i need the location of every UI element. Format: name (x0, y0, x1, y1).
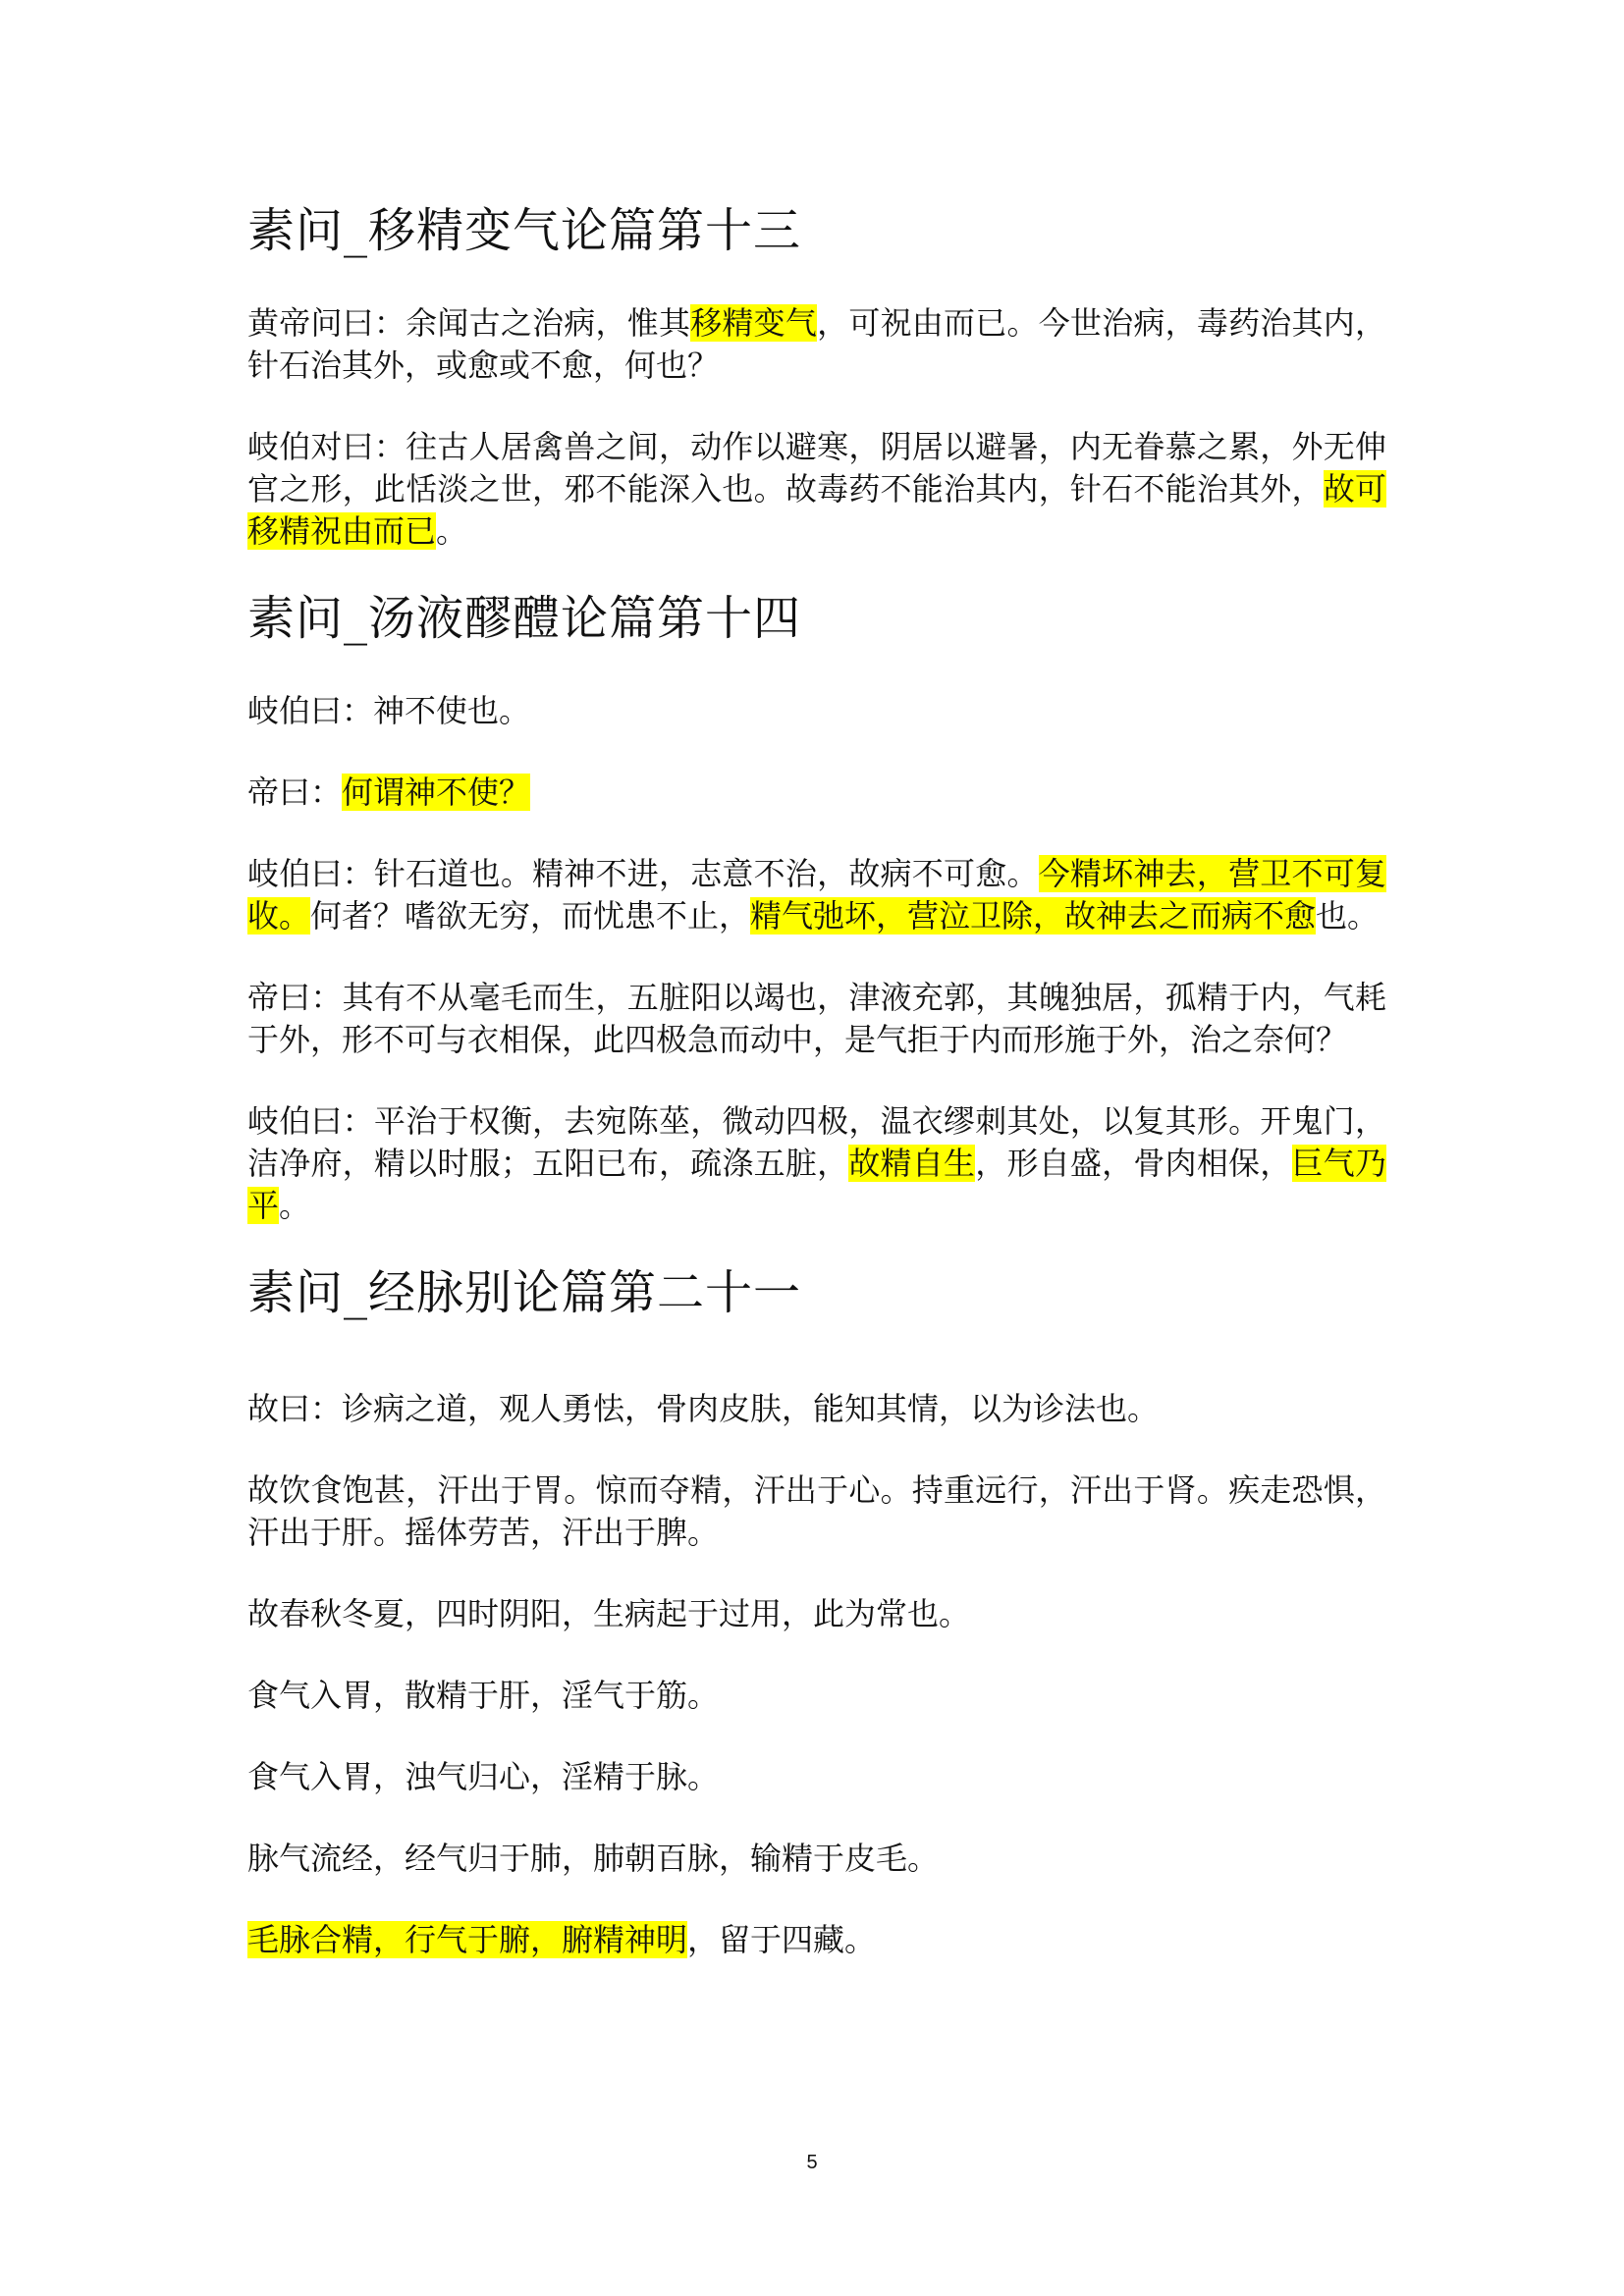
text-segment: 故春秋冬夏，四时阴阳，生病起于过用，此为常也。 (247, 1595, 971, 1632)
section-title-21: 素问_经脉别论篇第二十一 (247, 1265, 802, 1320)
highlighted-text: 何谓神不使？ (342, 774, 531, 811)
text-segment: 故饮食饱甚，汗出于胃。惊而夺精，汗出于心。持重远行，汗出于肾。疾走恐惧，汗出于肝。摇体劳苦，汗出于脾。 (247, 1471, 1386, 1551)
highlighted-text: 故可移精祝由而已 (247, 470, 1386, 550)
text-segment: 食气入胃，散精于肝，淫气于筋。 (247, 1677, 720, 1714)
highlighted-text: 巨气乃平 (247, 1145, 1386, 1224)
text-segment: ，可祝由而已。今世治病，毒药治其内，针石治其外，或愈或不愈，何也？ (247, 304, 1386, 384)
section-title-14: 素问_汤液醪醴论篇第十四 (247, 591, 802, 646)
paragraph (247, 1388, 1386, 1430)
page-number: 5 (806, 2152, 818, 2173)
highlighted-text: 精气弛坏，营泣卫除，故神去之而病不愈 (750, 897, 1317, 934)
document-page (247, 196, 1386, 1961)
text-segment: 食气入胃，浊气归心，淫精于脉。 (247, 1758, 720, 1795)
text-segment: ，形自盛，骨肉相保， (975, 1145, 1292, 1182)
paragraph (247, 772, 1386, 814)
text-segment: 岐伯对曰：往古人居禽兽之间，动作以避寒，阴居以避暑，内无眷慕之累，外无伸官之形，此恬淡之世，邪不能深入也。故毒药不能治其内，针石不能治其外， (247, 428, 1386, 507)
text-segment: 岐伯曰：针石道也。精神不进，志意不治，故病不可愈。 (247, 855, 1039, 892)
paragraph (247, 426, 1386, 553)
highlighted-text: 故精自生 (848, 1145, 976, 1182)
paragraph (247, 1756, 1386, 1798)
paragraph (247, 1593, 1386, 1635)
text-segment: 脉气流经，经气归于肺，肺朝百脉，输精于皮毛。 (247, 1840, 940, 1877)
highlighted-text: 毛脉合精，行气于腑，腑精神明 (247, 1921, 688, 1958)
highlighted-text: 今精坏神去，营卫不可复收。 (247, 855, 1386, 934)
paragraph (247, 1100, 1386, 1227)
highlighted-text: 移精变气 (690, 304, 818, 342)
text-segment: 岐伯曰：平治于权衡，去宛陈莝，微动四极，温衣缪刺其处，以复其形。开鬼门，洁净府，精以时服；五阳已布，疏涤五脏， (247, 1102, 1386, 1182)
paragraph (247, 302, 1386, 387)
text-segment: ，留于四藏。 (687, 1921, 877, 1958)
text-segment: 。 (279, 1187, 311, 1224)
text-segment: 黄帝问曰：余闻古之治病，惟其 (247, 304, 691, 342)
text-segment: 岐伯曰：神不使也。 (247, 692, 531, 729)
paragraph (247, 977, 1386, 1061)
paragraph (247, 1838, 1386, 1880)
text-segment: 也。 (1316, 897, 1380, 934)
paragraph (247, 1919, 1386, 1961)
text-segment: 故曰：诊病之道，观人勇怯，骨肉皮肤，能知其情，以为诊法也。 (247, 1390, 1160, 1427)
paragraph (247, 1675, 1386, 1717)
paragraph (247, 853, 1386, 937)
text-segment: 。 (436, 512, 468, 550)
text-segment: 帝曰： (247, 774, 343, 811)
section-title-13: 素问_移精变气论篇第十三 (247, 203, 802, 258)
paragraph (247, 1469, 1386, 1554)
text-segment: 帝曰：其有不从毫毛而生，五脏阳以竭也，津液充郭，其魄独居，孤精于内，气耗于外，形不可与衣相保，此四极急而动中，是气拒于内而形施于外，治之奈何？ (247, 979, 1386, 1058)
paragraph (247, 690, 1386, 732)
text-segment: 何者？嗜欲无穷，而忧患不止， (310, 897, 751, 934)
